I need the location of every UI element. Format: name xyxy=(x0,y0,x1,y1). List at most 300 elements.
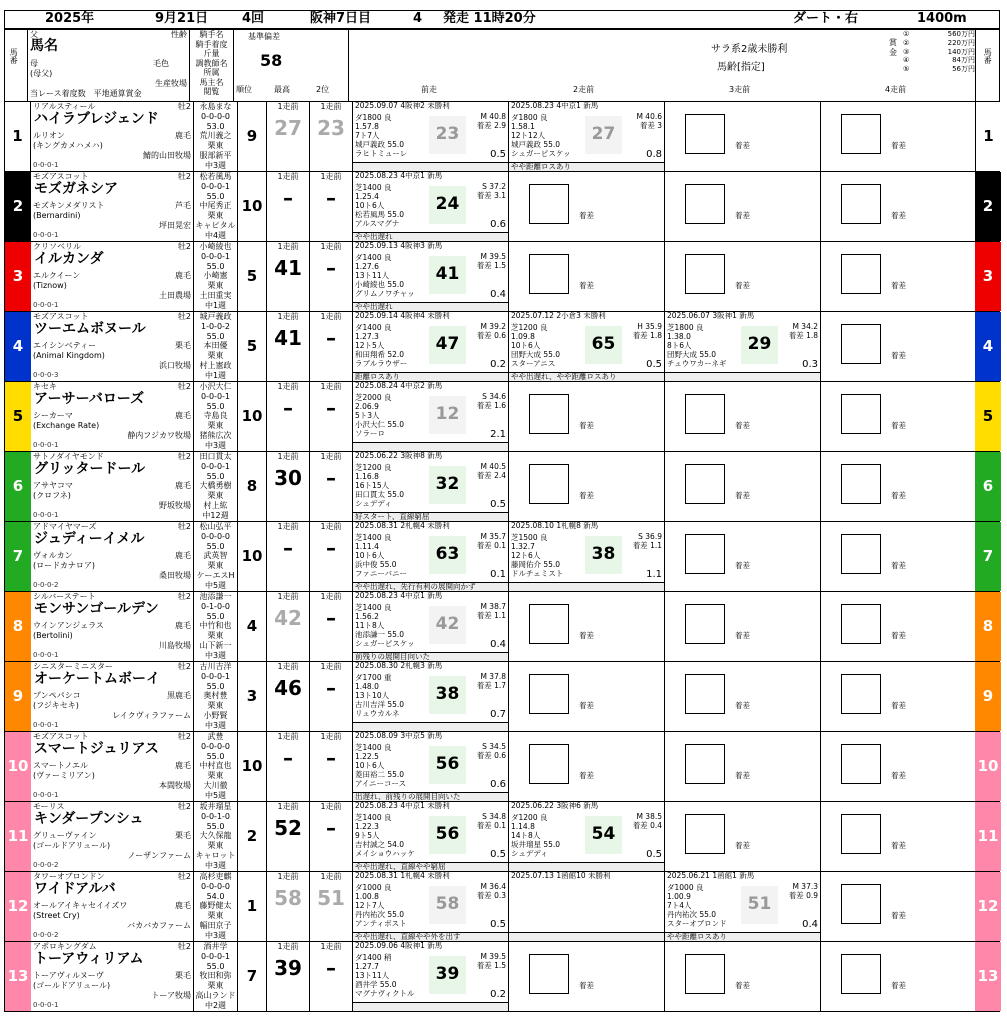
prev3-label: 3走前 xyxy=(729,85,751,94)
empty-race-2 xyxy=(509,942,665,1011)
horse-name[interactable]: キンダープンシュ xyxy=(34,811,144,827)
jockey-field: 中3週 xyxy=(204,720,227,730)
race-mark: M 40.5 xyxy=(480,462,506,471)
race-line: グリムノワチャッ xyxy=(355,289,415,298)
horse-name[interactable]: アーサーバローズ xyxy=(34,391,145,407)
race-index: 38 xyxy=(429,676,466,714)
race-diff: 0.6 xyxy=(490,218,506,230)
empty-race-2 xyxy=(509,732,665,801)
horse-number: 6 xyxy=(5,452,31,521)
race-line: 1.27.3 xyxy=(355,332,379,341)
dam-name: プンペパシコ xyxy=(33,691,81,700)
prev-race-2 xyxy=(509,102,665,171)
race-line: 5ト3人 xyxy=(355,411,380,420)
race-index: 24 xyxy=(429,186,466,224)
jockey-field: 栗東 xyxy=(207,771,224,781)
race-index: 12 xyxy=(429,396,466,434)
score-label: 1走前 xyxy=(277,592,299,601)
horse-number: 13 xyxy=(5,942,31,1011)
coat-color: 栗毛 xyxy=(175,831,191,840)
score-value: 52 xyxy=(274,816,302,840)
jockey-field: 中12週 xyxy=(202,510,229,520)
race-marks xyxy=(477,322,506,340)
best-score xyxy=(267,662,310,731)
score-label: 1走前 xyxy=(277,172,299,181)
breeder-farm: 桑田牧場 xyxy=(159,571,191,580)
horse-info xyxy=(32,732,194,801)
jockey-field: 55.0 xyxy=(206,961,225,971)
prize-rank: ⑤ xyxy=(903,65,910,74)
race-mark: 着差 1.7 xyxy=(476,681,506,690)
rank-order: 7 xyxy=(238,942,267,1011)
race-mark: M 35.7 xyxy=(480,532,506,541)
course-day: 阪神7日目 xyxy=(310,11,372,26)
race-lines xyxy=(355,393,404,438)
diff-label: 着差 xyxy=(735,491,750,500)
breeder-farm: 土田農場 xyxy=(159,291,191,300)
race-mark: 着差 1.5 xyxy=(476,961,506,970)
race-line: スターオブロンド xyxy=(667,919,727,928)
jockey-field: 村上憲政 xyxy=(199,360,232,370)
sex-age: 牡2 xyxy=(177,382,191,391)
score-value: 30 xyxy=(274,466,302,490)
horse-name[interactable]: グリッタードール xyxy=(34,461,146,477)
damsire-name: (クロフネ) xyxy=(33,491,71,500)
jockey-field: 中3週 xyxy=(204,160,227,170)
prev-race-2 xyxy=(509,522,665,591)
sex-age: 牡2 xyxy=(177,942,191,951)
score-label: 1走前 xyxy=(320,242,342,251)
race-marks xyxy=(477,252,506,270)
horse-info xyxy=(32,242,194,311)
score-label: 1走前 xyxy=(320,942,342,951)
best-score xyxy=(267,802,310,871)
damsire-name: (ゴールドアリュール) xyxy=(33,981,111,990)
best-score xyxy=(267,102,310,171)
race-line: 菱田裕二 55.0 xyxy=(355,770,405,779)
prev-race-1 xyxy=(353,242,509,311)
race-line: 1.16.8 xyxy=(355,472,379,481)
race-line: ダ1800 良 xyxy=(355,113,392,122)
race-index: 39 xyxy=(429,956,466,994)
empty-box xyxy=(529,674,569,714)
jockey-info xyxy=(194,872,238,941)
dam-name: モズキンメダリスト xyxy=(33,201,105,210)
horse-number: 7 xyxy=(5,522,31,591)
jockey-field: 0-0-1-0 xyxy=(200,811,231,821)
race-line: 8ト6人 xyxy=(667,341,692,350)
legend-owner: 馬主名 xyxy=(199,77,224,87)
breeder-farm: ノーザンファーム xyxy=(127,851,191,860)
coat-color: 栗毛 xyxy=(175,971,191,980)
best-score xyxy=(267,242,310,311)
race-line: 12ト12人 xyxy=(511,131,546,140)
sex-age: 牡2 xyxy=(177,662,191,671)
best-score xyxy=(267,312,310,381)
jockey-field: 松若風馬 xyxy=(199,172,232,181)
race-diff: 0.4 xyxy=(802,918,818,930)
prev-race-1 xyxy=(353,872,509,941)
jockey-field: 55.0 xyxy=(206,471,225,481)
race-comment: やや出遅れ、先行有利の展開向かず xyxy=(353,582,508,591)
empty-race-4 xyxy=(821,662,977,731)
race-diff: 0.2 xyxy=(490,988,506,1000)
race-line: 団野大成 55.0 xyxy=(667,350,717,359)
coat-color: 芦毛 xyxy=(175,201,191,210)
empty-race-2 xyxy=(509,242,665,311)
empty-box xyxy=(685,604,725,644)
empty-box xyxy=(529,254,569,294)
horse-info xyxy=(32,872,194,941)
race-record: 0-0-0-1 xyxy=(33,231,59,239)
jockey-field: 中2週 xyxy=(204,1000,227,1010)
diff-label: 着差 xyxy=(735,141,750,150)
sire-name: アポロキングダム xyxy=(33,942,97,951)
race-lines xyxy=(355,883,407,928)
horse-info xyxy=(32,312,194,381)
race-head: 2025.09.13 4阪神3 新馬 xyxy=(355,241,443,250)
prev-race-1 xyxy=(353,382,509,451)
race-number: 4 xyxy=(413,11,423,26)
race-line: 7ト4人 xyxy=(667,901,692,910)
jockey-field: 栗東 xyxy=(207,561,224,571)
race-line: 芝1800 良 xyxy=(667,323,704,332)
jockey-field: 酒井学 xyxy=(203,942,228,951)
race-line: 1.27.6 xyxy=(355,262,379,271)
sire-name: シニスターミニスター xyxy=(33,662,113,671)
race-name: サラ系2歳未勝利 xyxy=(711,44,788,55)
race-comment: 前残りの展開目向いた xyxy=(353,652,508,661)
jockey-field: 中竹和也 xyxy=(199,621,232,631)
horse-name[interactable]: トーアウィリアム xyxy=(34,951,144,967)
horse-row xyxy=(4,452,1000,522)
race-comment xyxy=(509,862,664,871)
prev-race-2 xyxy=(509,872,665,941)
second-score xyxy=(310,312,353,381)
race-head: 2025.08.10 1札幌8 新馬 xyxy=(511,521,599,530)
race-marks xyxy=(789,882,818,900)
race-line: 坂井瑠星 55.0 xyxy=(511,840,561,849)
diff-label: 着差 xyxy=(579,701,594,710)
empty-race-4 xyxy=(821,942,977,1011)
race-head: 2025.08.23 4中京1 未勝利 xyxy=(355,801,450,810)
distance: 1400m xyxy=(917,11,967,26)
second-score xyxy=(310,382,353,451)
horse-name[interactable]: スマートジュリアス xyxy=(34,741,159,757)
horse-number: 5 xyxy=(5,382,31,451)
horse-name[interactable]: モズガネシア xyxy=(34,181,118,197)
prize-rank: ③ xyxy=(903,47,910,56)
empty-race-3 xyxy=(665,732,821,801)
kai: 4回 xyxy=(242,11,265,26)
race-line: 酒井学 55.0 xyxy=(355,980,397,989)
race-line: 芝1400 良 xyxy=(355,743,392,752)
empty-box xyxy=(841,184,881,224)
jockey-field: 55.0 xyxy=(206,681,225,691)
race-marks xyxy=(477,182,506,200)
diff-label: 着差 xyxy=(891,281,906,290)
horse-number-right: 9 xyxy=(975,662,1001,731)
jockey-field: 0-0-0-1 xyxy=(200,461,231,471)
empty-race-4 xyxy=(821,732,977,801)
empty-race-2 xyxy=(509,592,665,661)
race-line: マグナヴィクトル xyxy=(355,989,415,998)
race-line: 1.57.8 xyxy=(355,122,379,131)
jockey-field: 55.0 xyxy=(206,751,225,761)
breeder-farm: 本間牧場 xyxy=(159,781,191,790)
rank-order: 8 xyxy=(238,452,267,521)
best-score xyxy=(267,382,310,451)
score-label: 1走前 xyxy=(320,312,342,321)
dam-name: エルクイーン xyxy=(33,271,81,280)
race-diff: 0.2 xyxy=(490,358,506,370)
second-label: 2位 xyxy=(316,85,330,94)
best-score xyxy=(267,592,310,661)
score-value: – xyxy=(326,466,336,490)
race-index: 65 xyxy=(585,326,622,364)
empty-box xyxy=(841,464,881,504)
jockey-field: 55.0 xyxy=(206,191,225,201)
race-mark: 着差 0.3 xyxy=(476,891,506,900)
jockey-field: 武豊 xyxy=(207,732,224,741)
race-mark: 着差 3.1 xyxy=(476,191,506,200)
race-index: 58 xyxy=(429,886,466,924)
jockey-field: 中1週 xyxy=(204,370,227,380)
coat-color: 鹿毛 xyxy=(175,551,191,560)
race-mark: M 38.5 xyxy=(636,812,662,821)
legend-name: 馬名 xyxy=(30,38,58,54)
diff-label: 着差 xyxy=(579,631,594,640)
race-line: 12ト5人 xyxy=(355,341,385,350)
race-comment xyxy=(509,932,664,941)
score-value: 51 xyxy=(317,886,345,910)
diff-label: 着差 xyxy=(891,981,906,990)
year: 2025年 xyxy=(45,11,95,26)
race-diff: 0.5 xyxy=(646,848,662,860)
race-diff: 0.1 xyxy=(490,568,506,580)
empty-race-3 xyxy=(665,382,821,451)
race-comment xyxy=(353,162,508,171)
race-mark: M 40.6 xyxy=(636,112,662,121)
jockey-field: 0-0-0-0 xyxy=(200,881,231,891)
prize-amount: 84万円 xyxy=(952,56,975,65)
score-label: 1走前 xyxy=(320,592,342,601)
prev-race-2 xyxy=(509,312,665,381)
empty-race-4 xyxy=(821,102,977,171)
breeder-farm: 坪田晃宏 xyxy=(159,221,191,230)
jockey-field: 永島まな xyxy=(199,102,232,111)
second-score xyxy=(310,872,353,941)
score-value: – xyxy=(283,536,293,560)
second-score xyxy=(310,732,353,801)
second-score xyxy=(310,242,353,311)
race-line: 芝1200 良 xyxy=(355,463,392,472)
horse-number-right: 11 xyxy=(975,802,1001,871)
diff-label: 着差 xyxy=(891,771,906,780)
dam-name: スマートノエル xyxy=(33,761,88,770)
race-line: 浜中俊 55.0 xyxy=(355,560,397,569)
horse-name[interactable]: オーケートムボーイ xyxy=(34,671,160,687)
score-value: 27 xyxy=(274,116,302,140)
empty-box xyxy=(529,394,569,434)
diff-label: 着差 xyxy=(579,281,594,290)
empty-box xyxy=(841,534,881,574)
diff-label: 着差 xyxy=(735,561,750,570)
score-value: – xyxy=(326,606,336,630)
race-line: アンティボスト xyxy=(355,919,407,928)
horse-name[interactable]: イルカンダ xyxy=(34,251,104,267)
empty-race-3 xyxy=(665,942,821,1011)
diff-label: 着差 xyxy=(891,211,906,220)
jockey-field: 牧田和弥 xyxy=(199,971,232,981)
legend-jockey-rec: 騎手着度 xyxy=(195,39,228,49)
diff-label: 着差 xyxy=(735,281,750,290)
score-value: 39 xyxy=(274,956,302,980)
race-head: 2025.09.06 4阪神1 新馬 xyxy=(355,941,443,950)
race-line: 16ト15人 xyxy=(355,481,390,490)
race-diff: 0.8 xyxy=(646,148,662,160)
score-value: – xyxy=(283,186,293,210)
damsire-name: (Animal Kingdom) xyxy=(33,351,105,360)
jockey-field: 中4週 xyxy=(204,230,227,240)
race-line: 10ト6人 xyxy=(355,201,385,210)
score-label: 1走前 xyxy=(277,452,299,461)
jockey-field: 55.0 xyxy=(206,401,225,411)
sex-age: 牡2 xyxy=(177,522,191,531)
base-label: 基準偏差 xyxy=(248,32,280,41)
sex-age: 牡2 xyxy=(177,102,191,111)
second-score xyxy=(310,662,353,731)
sire-name: タワーオブロンドン xyxy=(33,872,105,881)
second-score xyxy=(310,802,353,871)
diff-label: 着差 xyxy=(735,841,750,850)
race-mark: M 38.7 xyxy=(480,602,506,611)
race-marks xyxy=(477,672,506,690)
race-mark: 着差 0.1 xyxy=(476,541,506,550)
race-line: 1.25.4 xyxy=(355,192,379,201)
race-line: ラブルラウザー xyxy=(355,359,408,368)
horse-info xyxy=(32,662,194,731)
race-comment: やや出遅れ、直線やや窮屈 xyxy=(353,862,508,871)
race-line: 丹内祐次 55.0 xyxy=(667,910,717,919)
race-lines xyxy=(355,323,407,368)
score-label: 1走前 xyxy=(320,172,342,181)
race-line: 12ト7人 xyxy=(355,901,385,910)
race-mark: 着差 0.6 xyxy=(476,331,506,340)
rank-order: 10 xyxy=(238,382,267,451)
score-label: 1走前 xyxy=(277,942,299,951)
race-marks xyxy=(477,532,506,550)
damsire-name: (Exchange Rate) xyxy=(33,421,100,430)
horse-row xyxy=(4,242,1000,312)
horse-number: 10 xyxy=(5,732,31,801)
jockey-field: 坂井瑠星 xyxy=(199,802,232,811)
score-value: – xyxy=(326,326,336,350)
empty-box xyxy=(685,254,725,294)
race-diff: 0.3 xyxy=(802,358,818,370)
horse-number-right: 8 xyxy=(975,592,1001,661)
horse-info xyxy=(32,452,194,521)
race-index: 56 xyxy=(429,816,466,854)
prize-amount: 560万円 xyxy=(947,30,975,38)
race-marks xyxy=(477,812,506,830)
empty-box xyxy=(529,954,569,994)
horse-info xyxy=(32,382,194,451)
race-record: 0-0-0-3 xyxy=(33,371,59,379)
empty-box xyxy=(685,184,725,224)
rank-order: 4 xyxy=(238,592,267,661)
best-score xyxy=(267,732,310,801)
empty-box xyxy=(529,744,569,784)
race-line: 芝1400 良 xyxy=(355,813,392,822)
damsire-name: (ゴールドアリュール) xyxy=(33,841,111,850)
horse-number-right: 13 xyxy=(975,942,1001,1011)
race-marks xyxy=(636,112,662,130)
sire-name: アドマイヤマーズ xyxy=(33,522,97,531)
race-lines xyxy=(355,673,404,718)
race-record: 0-0-0-1 xyxy=(33,511,59,519)
score-value: 23 xyxy=(317,116,345,140)
race-lines xyxy=(355,113,407,158)
race-line: 13ト10人 xyxy=(355,691,390,700)
breeder-farm: バカバカファーム xyxy=(127,921,191,930)
race-comment: やや出遅れ、やや距離ロスあり xyxy=(509,372,664,381)
race-record: 0-0-0-1 xyxy=(33,441,59,449)
legend-trainer: 調教師名 xyxy=(195,58,228,68)
race-line: 11ト8人 xyxy=(355,621,385,630)
score-label: 1走前 xyxy=(277,732,299,741)
race-line: ラヒトミューレ xyxy=(355,149,408,158)
empty-race-2 xyxy=(509,662,665,731)
race-record: 0-0-0-1 xyxy=(33,161,59,169)
horse-name[interactable]: ワイドアルバ xyxy=(34,881,116,897)
race-line: 13ト11人 xyxy=(355,971,390,980)
jockey-field: 0-0-0-1 xyxy=(200,391,231,401)
race-line: アイニーコース xyxy=(355,779,407,788)
diff-label: 着差 xyxy=(579,211,594,220)
best-score xyxy=(267,172,310,241)
coat-color: 鹿毛 xyxy=(175,761,191,770)
race-record: 0-0-0-2 xyxy=(33,581,59,589)
race-lines xyxy=(511,323,560,368)
horse-name[interactable]: ツーエムボヌール xyxy=(34,321,146,337)
diff-label: 着差 xyxy=(891,841,906,850)
score-label: 1走前 xyxy=(320,802,342,811)
diff-label: 着差 xyxy=(735,631,750,640)
race-line: リュウカルネ xyxy=(355,709,400,718)
race-head: 2025.06.22 3阪神8 新馬 xyxy=(355,451,443,460)
race-mark: H 35.9 xyxy=(637,322,662,331)
score-value: 58 xyxy=(274,886,302,910)
jockey-field: 武英智 xyxy=(203,551,228,561)
race-mark: S 34.5 xyxy=(482,742,506,751)
prev-race-1 xyxy=(353,942,509,1011)
legend-sire: 父 xyxy=(30,30,38,39)
race-index: 47 xyxy=(429,326,466,364)
jockey-field: 山下新一 xyxy=(199,640,232,650)
horse-name[interactable]: ジュディーイメル xyxy=(34,531,145,547)
empty-box xyxy=(841,394,881,434)
empty-box xyxy=(685,394,725,434)
score-label: 1走前 xyxy=(277,522,299,531)
race-mark: 着差 1.1 xyxy=(632,541,662,550)
diff-label: 着差 xyxy=(891,561,906,570)
base-value: 58 xyxy=(260,51,283,70)
damsire-name: (キングカメハメハ) xyxy=(33,141,103,150)
horse-name[interactable]: モンサンゴールデン xyxy=(34,601,159,617)
race-line: 1.11.4 xyxy=(355,542,379,551)
horse-name[interactable]: ハイラブレジェンド xyxy=(34,111,159,127)
